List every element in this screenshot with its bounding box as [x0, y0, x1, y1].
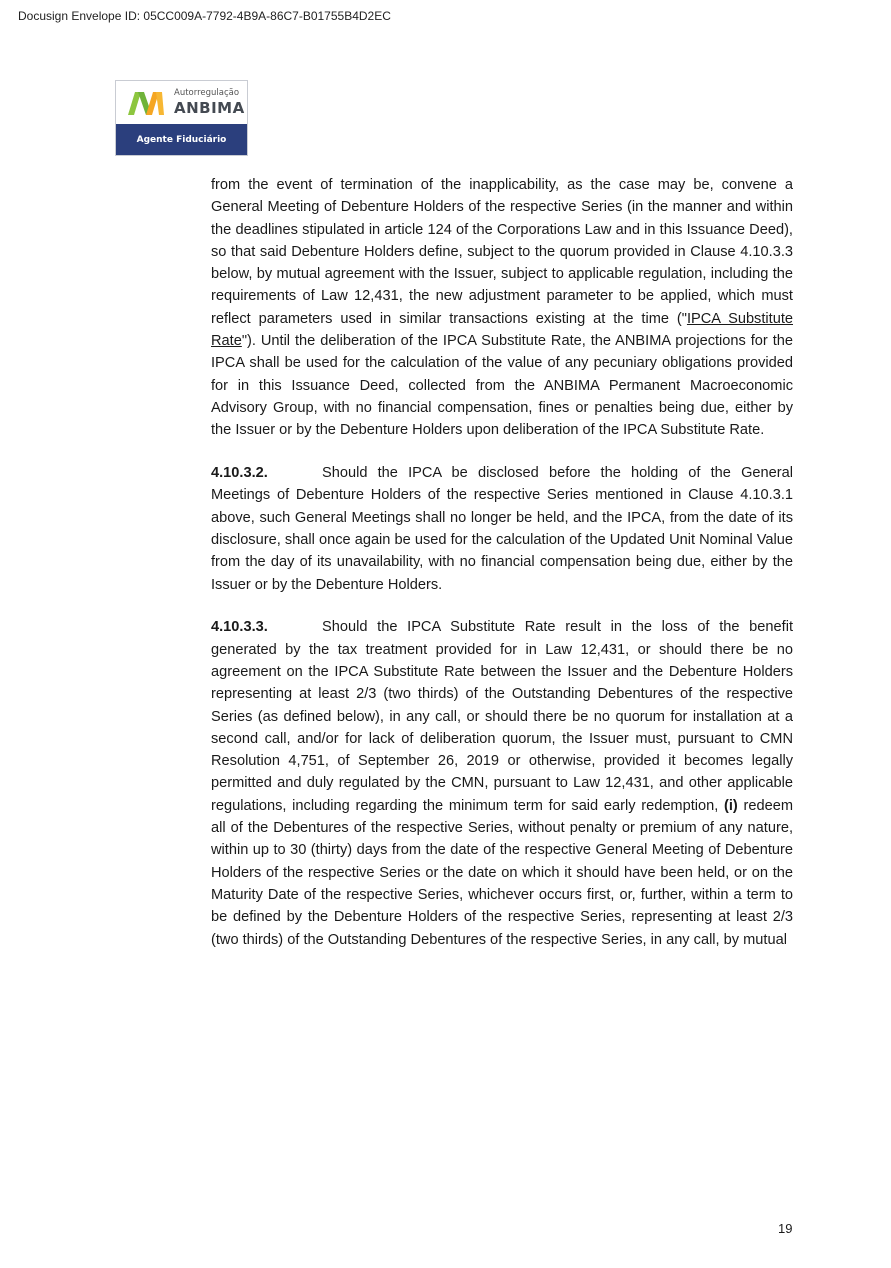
clause-4-10-3-2	[211, 462, 793, 596]
logo-brand: ANBIMA	[174, 99, 245, 117]
anbima-logo	[115, 80, 248, 156]
clause-number: 4.10.3.2.	[211, 465, 268, 482]
paragraph-text: "). Until the deliberation of the IPCA Substitute Rate, the ANBIMA projections for the IPCA shall be used for the calculation of the value of any pecuniary obligations provided for in this Issuance Deed, collected from the ANBIMA Permanent Macroeconomic Advisory Group, with no financial compensation, fines or penalties being due, either by the Issuer or by the Debenture Holders upon deliberation of the IPCA Substitute Rate.	[211, 333, 793, 439]
logo-tagline: Agente Fiduciário	[116, 124, 247, 155]
clause-text: Should the IPCA be disclosed before the holding of the General Meetings of Debenture Holders of the respective Series mentioned in Clause 4.10.3.1 above, such General Meetings shall no longer be held, and the IPCA, from the date of its disclosure, shall once again be used for the calculation of the Updated Unit Nominal Value from the day of its unavailability, with no financial compensation being due, either by the Issuer or by the Debenture Holders.	[211, 465, 793, 593]
clause-number: 4.10.3.3.	[211, 619, 268, 636]
item-marker: (i)	[724, 797, 738, 814]
anbima-mark-icon	[126, 89, 166, 117]
clause-text: redeem all of the Debentures of the respective Series, without penalty or premium of any nature, within up to 30 (thirty) days from the date of the respective General Meeting of Debenture Holders of the respective Series or the date on which it should have been held, or on the Maturity Date of the respective Series, whichever occurs first, or, further, within a term to be defined by the Debenture Holders of the respective Series, representing at least 2/3 (two thirds) of the Outstanding Debentures of the respective Series, in any call, by mutual	[211, 797, 793, 948]
document-body	[211, 174, 793, 971]
paragraph-continuation	[211, 174, 793, 442]
logo-top	[116, 81, 247, 125]
clause-4-10-3-3	[211, 616, 793, 950]
paragraph-text: from the event of termination of the inapplicability, as the case may be, convene a General Meeting of Debenture Holders of the respective Series (in the manner and within the deadlines stipulated in article 124 of the Corporations Law and in this Issuance Deed), so that said Debenture Holders define, subject to the quorum provided in Clause 4.10.3.3 below, by mutual agreement with the Issuer, subject to applicable regulation, including the requirements of Law 12,431, the new adjustment parameter to be applied, which must reflect parameters used in similar transactions existing at the time ("	[211, 177, 793, 327]
defined-term: IPCA Substitute Rate	[211, 310, 793, 350]
logo-subtitle: Autorregulação	[174, 88, 240, 98]
docusign-envelope-id: Docusign Envelope ID: 05CC009A-7792-4B9A-86C7-B01755B4D2EC	[18, 9, 391, 23]
page-number: 19	[778, 1221, 793, 1236]
clause-text: Should the IPCA Substitute Rate result in the loss of the benefit generated by the tax treatment provided for in Law 12,431, or should there be no agreement on the IPCA Substitute Rate between the Issuer and the Debenture Holders representing at least 2/3 (two thirds) of the Outstanding Debentures of the respective Series (as defined below), in any call, or should there be no quorum for installation at a second call, and/or for lack of deliberation quorum, the Issuer must, pursuant to CMN Resolution 4,751, of September 26, 2019 or otherwise, provided it becomes legally permitted and duly regulated by the CMN, pursuant to Law 12,431, and other applicable regulations, including regarding the minimum term for said early redemption,	[211, 619, 793, 814]
